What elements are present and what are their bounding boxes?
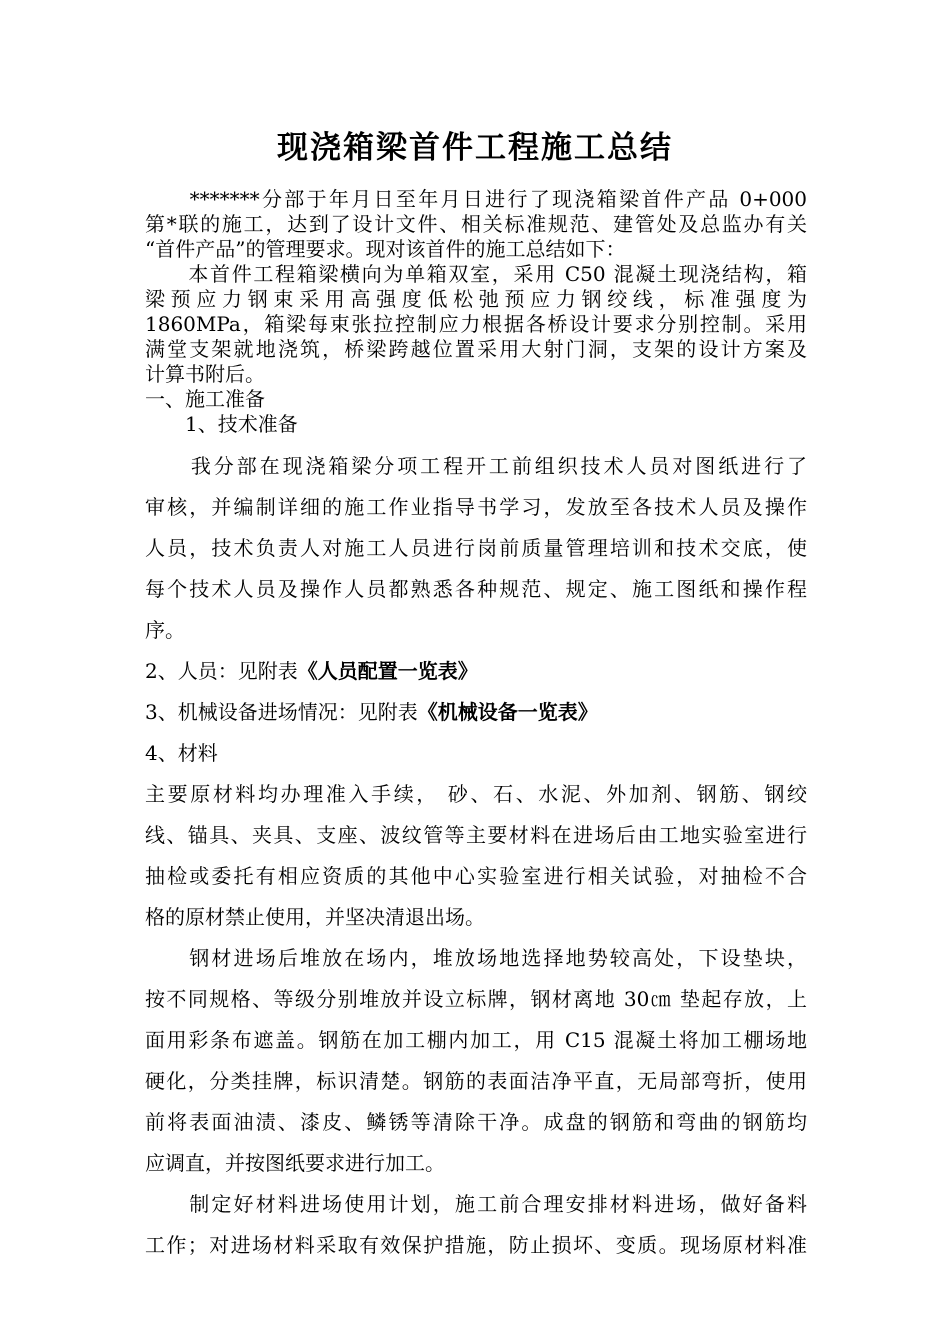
paragraph-line: 钢材进场后堆放在场内，堆放场地选择地势较高处，下设垫块，: [145, 946, 807, 970]
section-heading: 一、施工准备: [145, 387, 265, 411]
paragraph-line: 按不同规格、等级分别堆放并设立标牌，钢材离地 30㎝ 垫起存放，上: [145, 987, 807, 1011]
paragraph-line: 面用彩条布遮盖。钢筋在加工棚内加工，用 C15 混凝土将加工棚场地: [145, 1028, 807, 1052]
paragraph-line: 我分部在现浇箱梁分项工程开工前组织技术人员对图纸进行了: [145, 454, 807, 478]
body-section: [145, 446, 807, 1266]
paragraph-line: 硬化，分类挂牌，标识清楚。钢筋的表面洁净平直，无局部弯折，使用: [145, 1069, 807, 1093]
paragraph-line: 计算书附后。: [145, 362, 265, 386]
personnel-label: 2、人员：见附表: [145, 659, 298, 683]
paragraph-line: 格的原材禁止使用，并坚决清退出场。: [145, 905, 485, 929]
subsection-heading: 1、技术准备: [145, 412, 298, 436]
paragraph-line: 满堂支架就地浇筑，桥梁跨越位置采用大射门洞，支架的设计方案及: [145, 337, 807, 361]
paragraph-line: 1860MPa，箱梁每束张拉控制应力根据各桥设计要求分别控制。采用: [145, 312, 807, 336]
paragraph-line: 制定好材料进场使用计划，施工前合理安排材料进场，做好备料: [145, 1192, 807, 1216]
paragraph-line: “首件产品”的管理要求。现对该首件的施工总结如下：: [145, 237, 626, 261]
paragraph-line: 第*联的施工，达到了设计文件、相关标准规范、建管处及总监办有关: [145, 212, 807, 236]
paragraph-line: 审核，并编制详细的施工作业指导书学习，发放至各技术人员及操作: [145, 495, 807, 519]
paragraph-line: 序。: [145, 618, 185, 642]
paragraph-line: 梁预应力钢束采用高强度低松弛预应力钢绞线，标准强度为: [145, 287, 807, 311]
paragraph-line: *******分部于年月日至年月日进行了现浇箱梁首件产品 0+000: [145, 187, 807, 211]
equipment-line: [145, 692, 807, 733]
equipment-label: 3、机械设备进场情况：见附表: [145, 700, 418, 724]
paragraph-line: 抽检或委托有相应资质的其他中心实验室进行相关试验，对抽检不合: [145, 864, 807, 888]
equipment-table-link[interactable]: 《机械设备一览表》: [417, 700, 598, 724]
paragraph-line: 人员，技术负责人对施工人员进行岗前质量管理培训和技术交底，使: [145, 536, 807, 560]
paragraph-line: 每个技术人员及操作人员都熟悉各种规范、规定、施工图纸和操作程: [145, 577, 807, 601]
personnel-table-link[interactable]: 《人员配置一览表》: [297, 659, 478, 683]
paragraph-line: 应调直，并按图纸要求进行加工。: [145, 1151, 445, 1175]
paragraph-line: 主要原材料均办理准入手续， 砂、石、水泥、外加剂、钢筋、钢绞: [145, 782, 807, 806]
paragraph-line: 本首件工程箱梁横向为单箱双室，采用 C50 混凝土现浇结构，箱: [145, 262, 807, 286]
subsection-heading: 4、材料: [145, 741, 218, 765]
paragraph-line: 前将表面油渍、漆皮、鳞锈等清除干净。成盘的钢筋和弯曲的钢筋均: [145, 1110, 807, 1134]
intro-section: [145, 187, 807, 437]
document-title: 现浇箱梁首件工程施工总结: [277, 130, 673, 166]
paragraph-line: 工作；对进场材料采取有效保护措施，防止损坏、变质。现场原材料准: [145, 1233, 807, 1257]
paragraph-line: 线、锚具、夹具、支座、波纹管等主要材料在进场后由工地实验室进行: [145, 823, 807, 847]
personnel-line: [145, 651, 807, 692]
